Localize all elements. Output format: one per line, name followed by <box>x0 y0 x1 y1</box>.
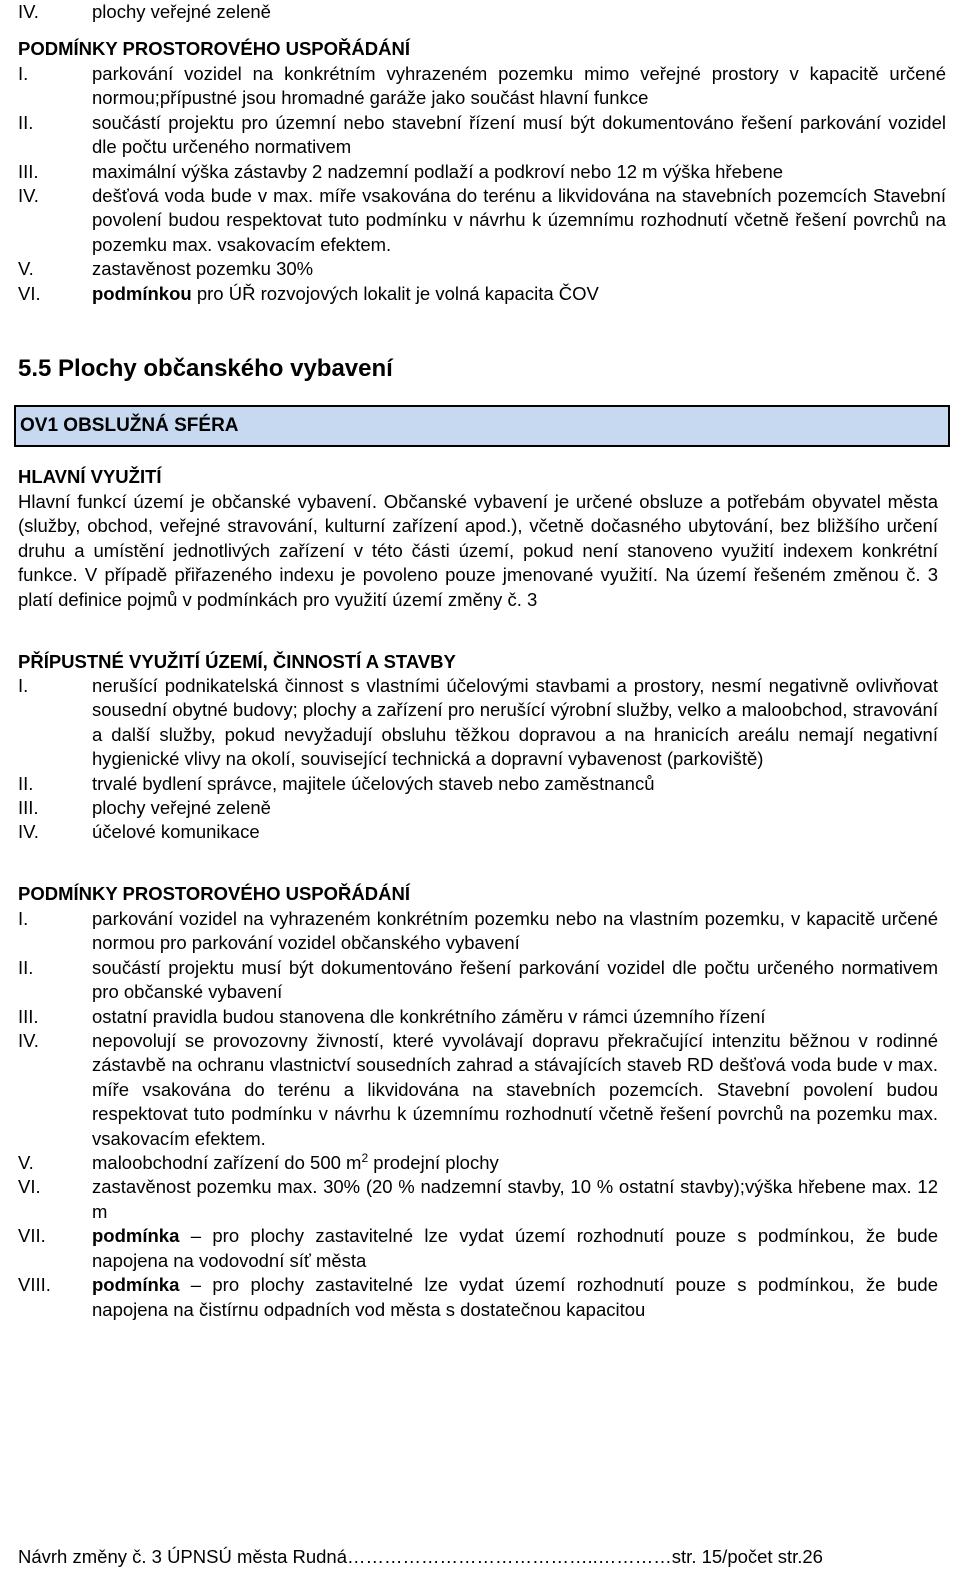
item-text: podmínka – pro plochy zastavitelné lze vydat území rozhodnutí pouze s podmínkou, že bude napojena na čistírnu odpadních vod města s dostatečnou kapacitou <box>92 1274 938 1320</box>
item-number: I. <box>18 675 29 696</box>
item-number: VI. <box>18 1176 41 1198</box>
item-text: podmínka – pro plochy zastavitelné lze vydat území rozhodnutí pouze s podmínkou, že bude napojena na vodovodní síť města <box>92 1225 938 1271</box>
page-footer: Návrh změny č. 3 ÚPNSÚ města Rudná…………………………………..…………str. 15/počet str.26 <box>18 1546 823 1567</box>
item-number: IV. <box>18 185 39 207</box>
list-item <box>18 772 938 796</box>
item-text: parkování vozidel na konkrétním vyhrazeném pozemku mimo veřejné prostory v kapacitě určené normou;přípustné jsou hromadné garáže jako součást hlavní funkce <box>92 63 946 109</box>
list-item <box>18 282 946 306</box>
main-use-text: Hlavní funkcí území je občanské vybavení. Občanské vybavení je určené obsluze a potřebám obyvatel města (služby, obchod, veřejné stravování, kulturní zařízení apod.), včetně dočasného ubytování, bez bližšího určení druhu a umístění jednotlivých zařízení v této části území, pokud není stanoveno využití indexem konkrétní funkce. V případě přiřazeného indexu je povoleno pouze jmenované využití. Na území řešeném změnou č. 3 platí definice pojmů v podmínkách pro využití území změny č. 3 <box>18 491 938 610</box>
conditions-list-2 <box>18 907 938 1322</box>
main-use-heading: HLAVNÍ VYUŽITÍ <box>18 466 162 487</box>
item-number: IV. <box>18 1 39 22</box>
item-number: III. <box>18 160 39 182</box>
list-item <box>18 956 938 1005</box>
permitted-heading: PŘÍPUSTNÉ VYUŽITÍ ÚZEMÍ, ČINNOSTÍ A STAVBY <box>18 651 456 672</box>
list-item <box>18 1151 938 1175</box>
item-number: V. <box>18 258 34 280</box>
list-item <box>18 111 946 160</box>
list-item <box>18 796 938 820</box>
item-number: V. <box>18 1152 34 1174</box>
item-text: plochy veřejné zeleně <box>92 1 271 22</box>
item-number: II. <box>18 956 34 978</box>
list-item <box>18 184 946 257</box>
item-text: parkování vozidel na vyhrazeném konkrétním pozemku nebo na vlastním pozemku, v kapacitě určené normou pro parkování vozidel občanského vybavení <box>92 908 938 954</box>
item-number: II. <box>18 772 34 794</box>
item-text: trvalé bydlení správce, majitele účelových staveb nebo zaměstnanců <box>92 772 655 794</box>
conditions-heading-1: PODMÍNKY PROSTOROVÉHO USPOŘÁDÁNÍ <box>18 38 410 59</box>
list-item <box>18 257 946 281</box>
item-number: VIII. <box>18 1274 51 1296</box>
item-text: maximální výška zástavby 2 nadzemní podlaží a podkroví nebo 12 m výška hřebene <box>92 160 784 182</box>
list-item <box>18 1005 938 1029</box>
list-item <box>18 1175 938 1224</box>
list-item <box>18 674 938 772</box>
ov-box-title: OV1 OBSLUŽNÁ SFÉRA <box>20 414 239 436</box>
item-text: plochy veřejné zeleně <box>92 797 271 819</box>
item-text: podmínkou pro ÚŘ rozvojových lokalit je volná kapacita ČOV <box>92 282 599 304</box>
list-item <box>18 820 938 844</box>
conditions-list-1 <box>18 62 946 306</box>
item-text: dešťová voda bude v max. míře vsakována do terénu a likvidována na stavebních pozemcích Stavební povolení budou respektovat tuto podmínku v návrhu k územnímu rozhodnutí včetně řešení povrchů na pozemku max. vsakovacím efektem. <box>92 185 946 255</box>
list-item <box>18 1029 938 1151</box>
item-text: maloobchodní zařízení do 500 $m^2$ prodejní plochy <box>92 1151 499 1174</box>
permitted-list <box>18 674 938 845</box>
item-number: II. <box>18 111 34 133</box>
list-item <box>18 0 946 24</box>
item-number: III. <box>18 797 39 819</box>
conditions-heading-2: PODMÍNKY PROSTOROVÉHO USPOŘÁDÁNÍ <box>18 883 410 904</box>
list-item <box>18 1224 938 1273</box>
list-item <box>18 907 938 956</box>
item-number: VI. <box>18 282 41 304</box>
list-item <box>18 62 946 111</box>
item-text: účelové komunikace <box>92 821 260 843</box>
item-number: IV. <box>18 1030 39 1052</box>
item-text: nepovolují se provozovny živností, které vyvolávají dopravu překračující intenzitu běžnou v rodinné zástavbě na ochranu vlastnictví sousedních zahrad a stávajících staveb RD dešťová voda bude v max. míře vsakována do terénu a likvidována na stavebních pozemcích. Stavební povolení budou respektovat tuto podmínku v návrhu k územnímu rozhodnutí včetně řešení povrchů na pozemku max. vsakovacím efektem. <box>92 1030 938 1149</box>
item-text: nerušící podnikatelská činnost s vlastními účelovými stavbami a prostory, nesmí negativně ovlivňovat sousední obytné budovy; plochy a zařízení pro nerušící výrobní služby, velko a maloobchod, stravování a další služby, pokud nevyžadují obsluhu těžkou dopravou a na hranicích areálu nemají negativní hygienické vlivy na okolí, související technická a dopravní vybavenost (parkoviště) <box>92 675 938 770</box>
section-title: 5.5 Plochy občanského vybavení <box>18 355 393 382</box>
item-text: součástí projektu pro územní nebo stavební řízení musí být dokumentováno řešení parkování vozidel dle počtu určeného normativem <box>92 111 946 158</box>
item-number: I. <box>18 63 29 84</box>
item-number: IV. <box>18 821 39 843</box>
item-text: zastavěnost pozemku 30% <box>92 258 314 280</box>
list-item <box>18 1273 938 1322</box>
ov-box <box>14 405 950 447</box>
item-number: VII. <box>18 1225 46 1247</box>
item-text: součástí projektu musí být dokumentováno řešení parkování vozidel dle počtu určeného normativem pro občanské vybavení <box>92 956 938 1003</box>
item-text: ostatní pravidla budou stanovena dle konkrétního záměru v rámci územního řízení <box>92 1005 766 1027</box>
item-text: zastavěnost pozemku max. 30% (20 % nadzemní stavby, 10 % ostatní stavby);výška hřebene max. 12 m <box>92 1176 938 1222</box>
item-number: I. <box>18 908 29 929</box>
list-item <box>18 160 946 184</box>
item-number: III. <box>18 1005 39 1027</box>
